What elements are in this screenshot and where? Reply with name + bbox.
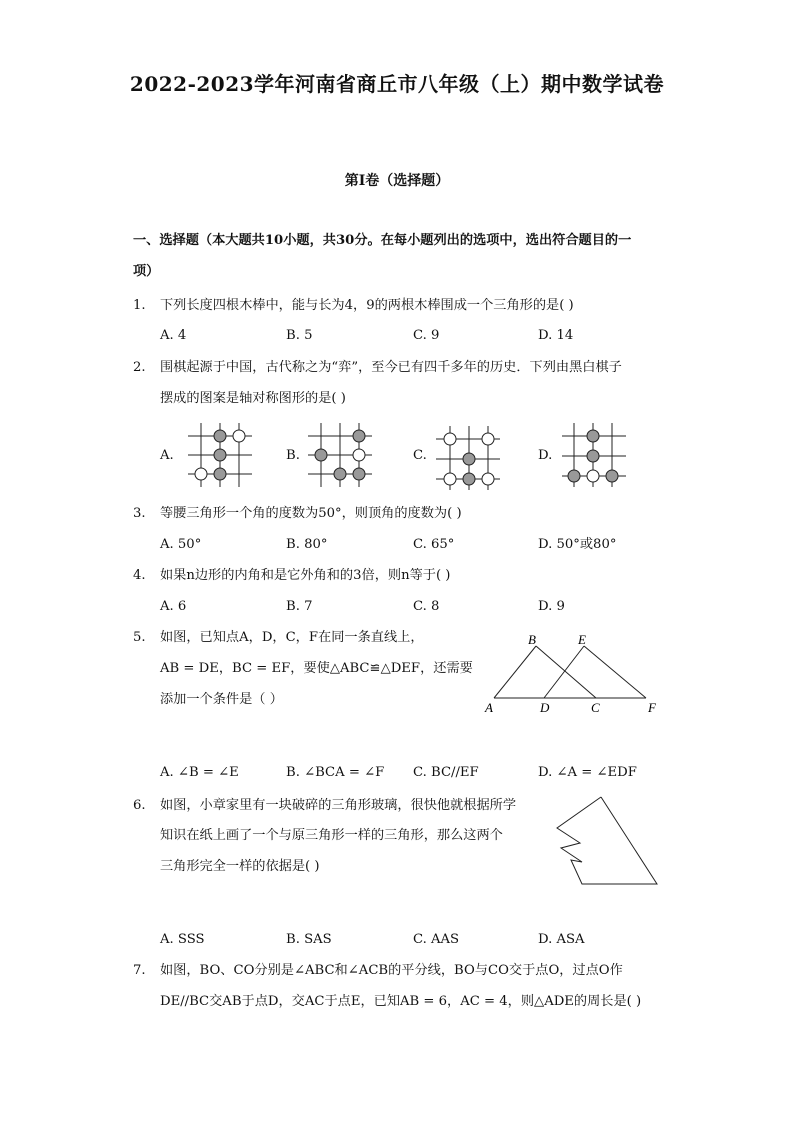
- question-number: 7.: [133, 963, 146, 978]
- option-d: D. 14: [538, 328, 574, 343]
- question-text: 围棋起源于中国，古代称之为“弈”，至今已有四千多年的历史．下列由黑白棋子: [160, 360, 622, 375]
- option-c: C. 8: [413, 599, 440, 614]
- option-c: C. BC//EF: [413, 765, 479, 780]
- option-a: A. 6: [160, 599, 187, 614]
- question-number: 3.: [133, 506, 146, 521]
- option-a: A. 50°: [160, 537, 202, 552]
- option-c: C.: [413, 448, 427, 463]
- question-number: 4.: [133, 568, 146, 583]
- option-c: C. 9: [413, 328, 440, 343]
- option-b: B.: [286, 448, 300, 463]
- question-text: AB = DE，BC = EF，要使△ABC≌△DEF，还需要: [160, 661, 473, 676]
- option-c: C. AAS: [413, 932, 460, 947]
- option-d: D. ASA: [538, 932, 585, 947]
- question-text: 三角形完全一样的依据是( ): [160, 859, 320, 874]
- option-b: B. ∠BCA = ∠F: [286, 765, 385, 780]
- go-pattern-c-figure: [432, 420, 504, 492]
- go-pattern-b-figure: [304, 419, 376, 491]
- question-text: 添加一个条件是（ ）: [160, 692, 283, 707]
- question-number: 6.: [133, 798, 146, 813]
- section-subtitle: 第I卷（选择题）: [344, 173, 450, 189]
- option-b: B. SAS: [286, 932, 332, 947]
- question-text: 下列长度四根木棒中，能与长为4，9的两根木棒围成一个三角形的是( ): [160, 298, 574, 313]
- question-text: DE//BC交AB于点D，交AC于点E，已知AB = 6，AC = 4，则△ADE的周长是( ): [160, 994, 642, 1009]
- option-b: B. 7: [286, 599, 313, 614]
- option-a: A. 4: [160, 328, 187, 343]
- section-heading-line1: 一、选择题（本大题共10小题，共30分。在每小题列出的选项中，选出符合题目的一: [133, 233, 632, 248]
- question-number: 1.: [133, 298, 146, 313]
- option-c: C. 65°: [413, 537, 455, 552]
- point-label-d: D: [540, 700, 550, 715]
- question-text: 等腰三角形一个角的度数为50°，则顶角的度数为( ): [160, 506, 462, 521]
- question-number: 5.: [133, 630, 146, 645]
- question-text: 如图，BO、CO分别是∠ABC和∠ACB的平分线，BO与CO交于点O，过点O作: [160, 963, 623, 978]
- section-heading-line2: 项）: [133, 264, 160, 279]
- go-pattern-a-figure: [184, 419, 256, 491]
- point-label-c: C: [591, 700, 600, 715]
- triangles-abc-def-figure: [480, 630, 660, 720]
- option-d: D. ∠A = ∠EDF: [538, 765, 637, 780]
- point-label-b: B: [528, 632, 536, 647]
- option-a: A. SSS: [160, 932, 205, 947]
- option-a: A. ∠B = ∠E: [160, 765, 239, 780]
- exam-title: 2022-2023学年河南省商丘市八年级（上）期中数学试卷: [129, 72, 665, 96]
- option-d: D.: [538, 448, 553, 463]
- option-d: D. 50°或80°: [538, 537, 617, 552]
- point-label-e: E: [578, 632, 586, 647]
- broken-glass-triangle-figure: [548, 792, 663, 892]
- question-number: 2.: [133, 360, 146, 375]
- option-b: B. 80°: [286, 537, 328, 552]
- go-pattern-d-figure: [556, 419, 632, 491]
- point-label-a: A: [485, 700, 493, 715]
- question-text: 知识在纸上画了一个与原三角形一样的三角形，那么这两个: [160, 828, 503, 843]
- question-text: 摆成的图案是轴对称图形的是( ): [160, 391, 346, 406]
- point-label-f: F: [648, 700, 656, 715]
- question-text: 如果n边形的内角和是它外角和的3倍，则n等于( ): [160, 568, 451, 583]
- question-text: 如图，小章家里有一块破碎的三角形玻璃，很快他就根据所学: [160, 798, 517, 813]
- option-a: A.: [160, 448, 174, 463]
- option-d: D. 9: [538, 599, 565, 614]
- option-b: B. 5: [286, 328, 313, 343]
- question-text: 如图，已知点A，D，C，F在同一条直线上，: [160, 630, 424, 645]
